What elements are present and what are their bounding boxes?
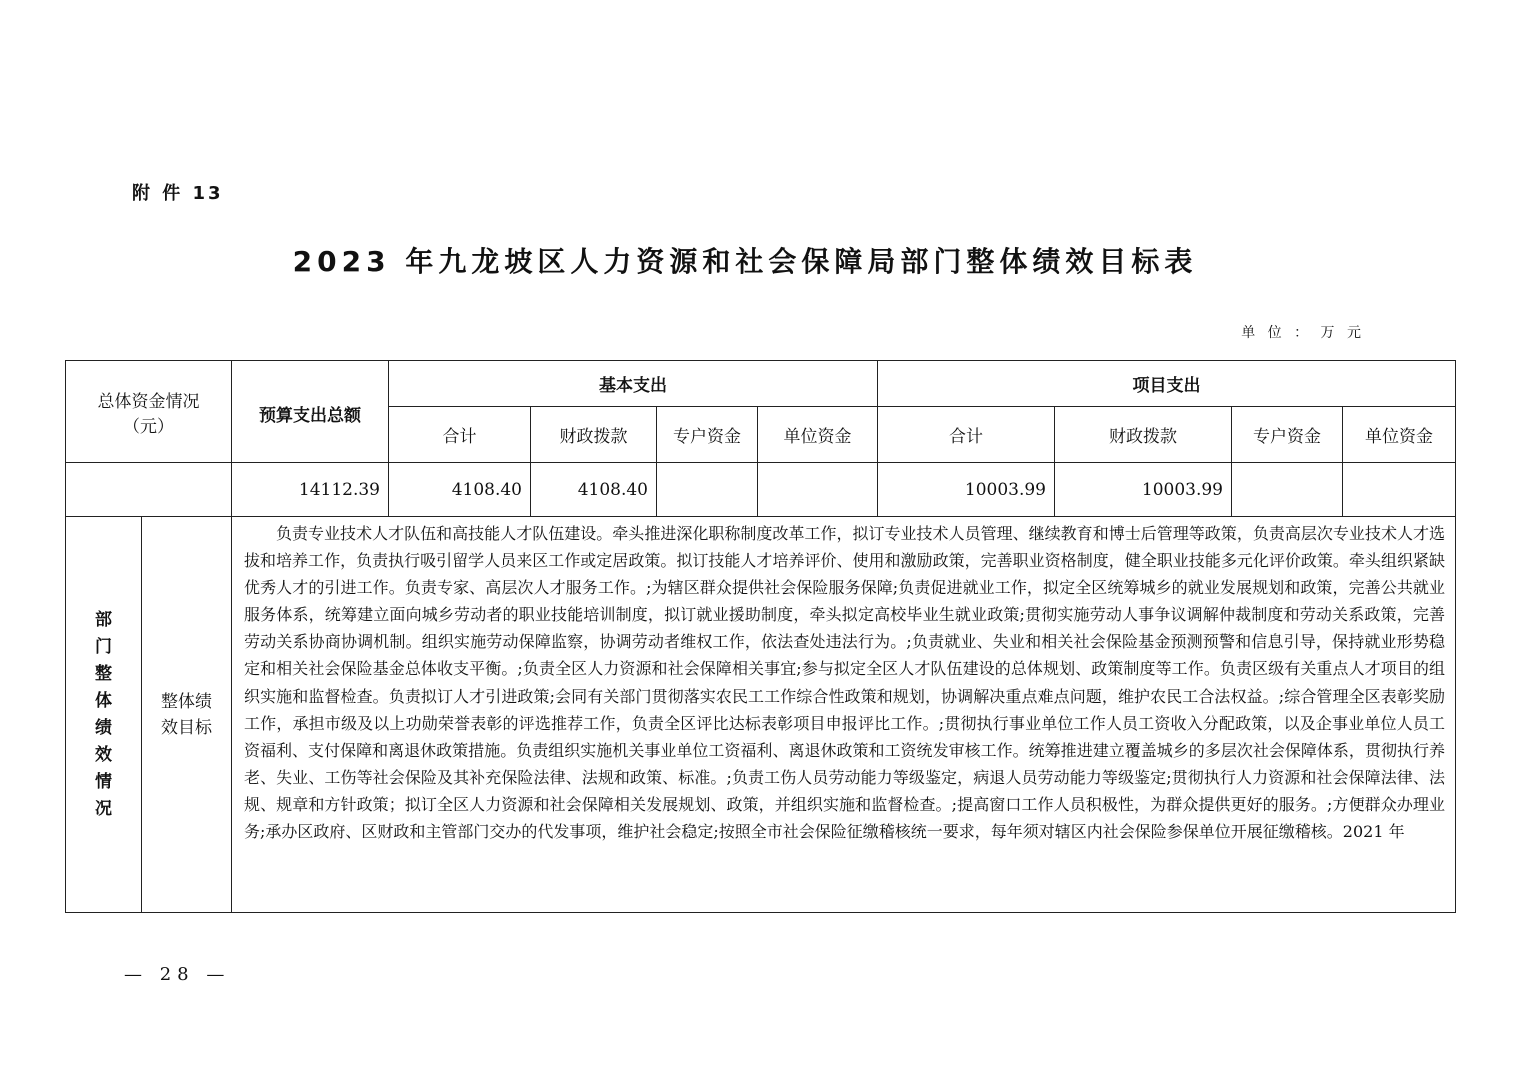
budget-total-value: 14112.39 (232, 463, 389, 517)
basic-total-value: 4108.40 (389, 463, 531, 517)
section-label-char: 体 (95, 690, 112, 711)
budget-total-header (232, 361, 389, 463)
funding-unit-label: （元） (123, 416, 174, 437)
project-unit-value (1343, 463, 1456, 517)
target-label (142, 517, 232, 913)
section-label-char: 绩 (95, 717, 112, 738)
basic-special-value (657, 463, 758, 517)
target-text-cell (232, 517, 1456, 913)
project-total-value: 10003.99 (878, 463, 1055, 517)
section-label-char: 部 (95, 609, 112, 630)
funding-label-cell (66, 361, 232, 463)
project-special-value (1232, 463, 1343, 517)
section-label-char: 况 (95, 798, 112, 819)
section-label-char: 效 (95, 744, 112, 765)
target-label-line-2: 效目标 (161, 717, 212, 738)
section-label-char: 情 (95, 771, 112, 792)
section-label-char: 整 (95, 663, 112, 684)
basic-fiscal-value: 4108.40 (531, 463, 657, 517)
project-unit-header: 单位资金 (1343, 407, 1456, 463)
unit-label: 单 位 ： 万 元 (1241, 325, 1365, 341)
project-fiscal-value: 10003.99 (1055, 463, 1232, 517)
budget-total-header-text: 预算支出总额 (259, 406, 361, 426)
basic-unit-header: 单位资金 (758, 407, 878, 463)
section-label-char: 门 (95, 636, 112, 657)
basic-expense-header: 基本支出 (389, 361, 878, 407)
performance-table (65, 360, 1456, 913)
project-fiscal-header: 财政拨款 (1055, 407, 1232, 463)
page-number: — 28 — (124, 964, 231, 985)
target-text: 负责专业技术人才队伍和高技能人才队伍建设。牵头推进深化职称制度改革工作，拟订专业技术人员管理、继续教育和博士后管理等政策，负责高层次专业技术人才选拔和培养工作，负责执行吸引留学人员来区工作或定居政策。拟订技能人才培养评价、使用和激励政策，完善职业资格制度，健全职业技能多元化评价政策。牵头组织紧缺优秀人才的引进工作。负责专家、高层次人才服务工作。;为辖区群众提供社会保险服务保障;负责促进就业工作，拟定全区统筹城乡的就业发展规划和政策，完善公共就业服务体系，统筹建立面向城乡劳动者的职业技能培训制度，拟订就业援助制度，牵头拟定高校毕业生就业政策;贯彻实施劳动人事争议调解仲裁制度和劳动关系政策，完善劳动关系协商协调机制。组织实施劳动保障监察，协调劳动者维权工作，依法查处违法行为。;负责就业、失业和相关社会保险基金预测预警和信息引导，保持就业形势稳定和相关社会保险基金总体收支平衡。;负责全区人力资源和社会保障相关事宜;参与拟定全区人才队伍建设的总体规划、政策制度等工作。负责区级有关重点人才项目的组织实施和监督检查。负责拟订人才引进政策;会同有关部门贯彻落实农民工工作综合性政策和规划，协调解决重点难点问题，维护农民工合法权益。;综合管理全区表彰奖励工作，承担市级及以上功勋荣誉表彰的评选推荐工作，负责全区评比达标表彰项目申报评比工作。;贯彻执行事业单位工作人员工资收入分配政策，以及企事业单位人员工资福利、支付保障和离退休政策措施。负责组织实施机关事业单位工资福利、离退休政策和工资统发审核工作。统筹推进建立覆盖城乡的多层次社会保障体系，贯彻执行养老、失业、工伤等社会保险及其补充保险法律、法规和政策、标准。;负责工伤人员劳动能力等级鉴定，病退人员劳动能力等级鉴定;贯彻执行人力资源和社会保障法律、法规、规章和方针政策；拟订全区人力资源和社会保障相关发展规划、政策，并组织实施和监督检查。;提高窗口工作人员积极性，为群众提供更好的服务。;方便群众办理业务;承办区政府、区财政和主管部门交办的代发事项，维护社会稳定;按照全市社会保险征缴稽核统一要求，每年须对辖区内社会保险参保单位开展征缴稽核。2021 年 (244, 524, 1445, 842)
funding-label: 总体资金情况 (97, 391, 200, 412)
target-label-line-1: 整体绩 (161, 691, 212, 712)
page-title: 2023 年九龙坡区人力资源和社会保障局部门整体绩效目标表 (292, 245, 1198, 278)
funding-values-spacer (66, 463, 232, 517)
basic-fiscal-header: 财政拨款 (531, 407, 657, 463)
basic-special-header: 专户资金 (657, 407, 758, 463)
section-label (66, 517, 142, 913)
project-special-header: 专户资金 (1232, 407, 1343, 463)
basic-unit-value (758, 463, 878, 517)
attachment-label: 附 件 13 (132, 183, 224, 204)
basic-total-header: 合计 (389, 407, 531, 463)
project-expense-header: 项目支出 (878, 361, 1456, 407)
project-total-header: 合计 (878, 407, 1055, 463)
